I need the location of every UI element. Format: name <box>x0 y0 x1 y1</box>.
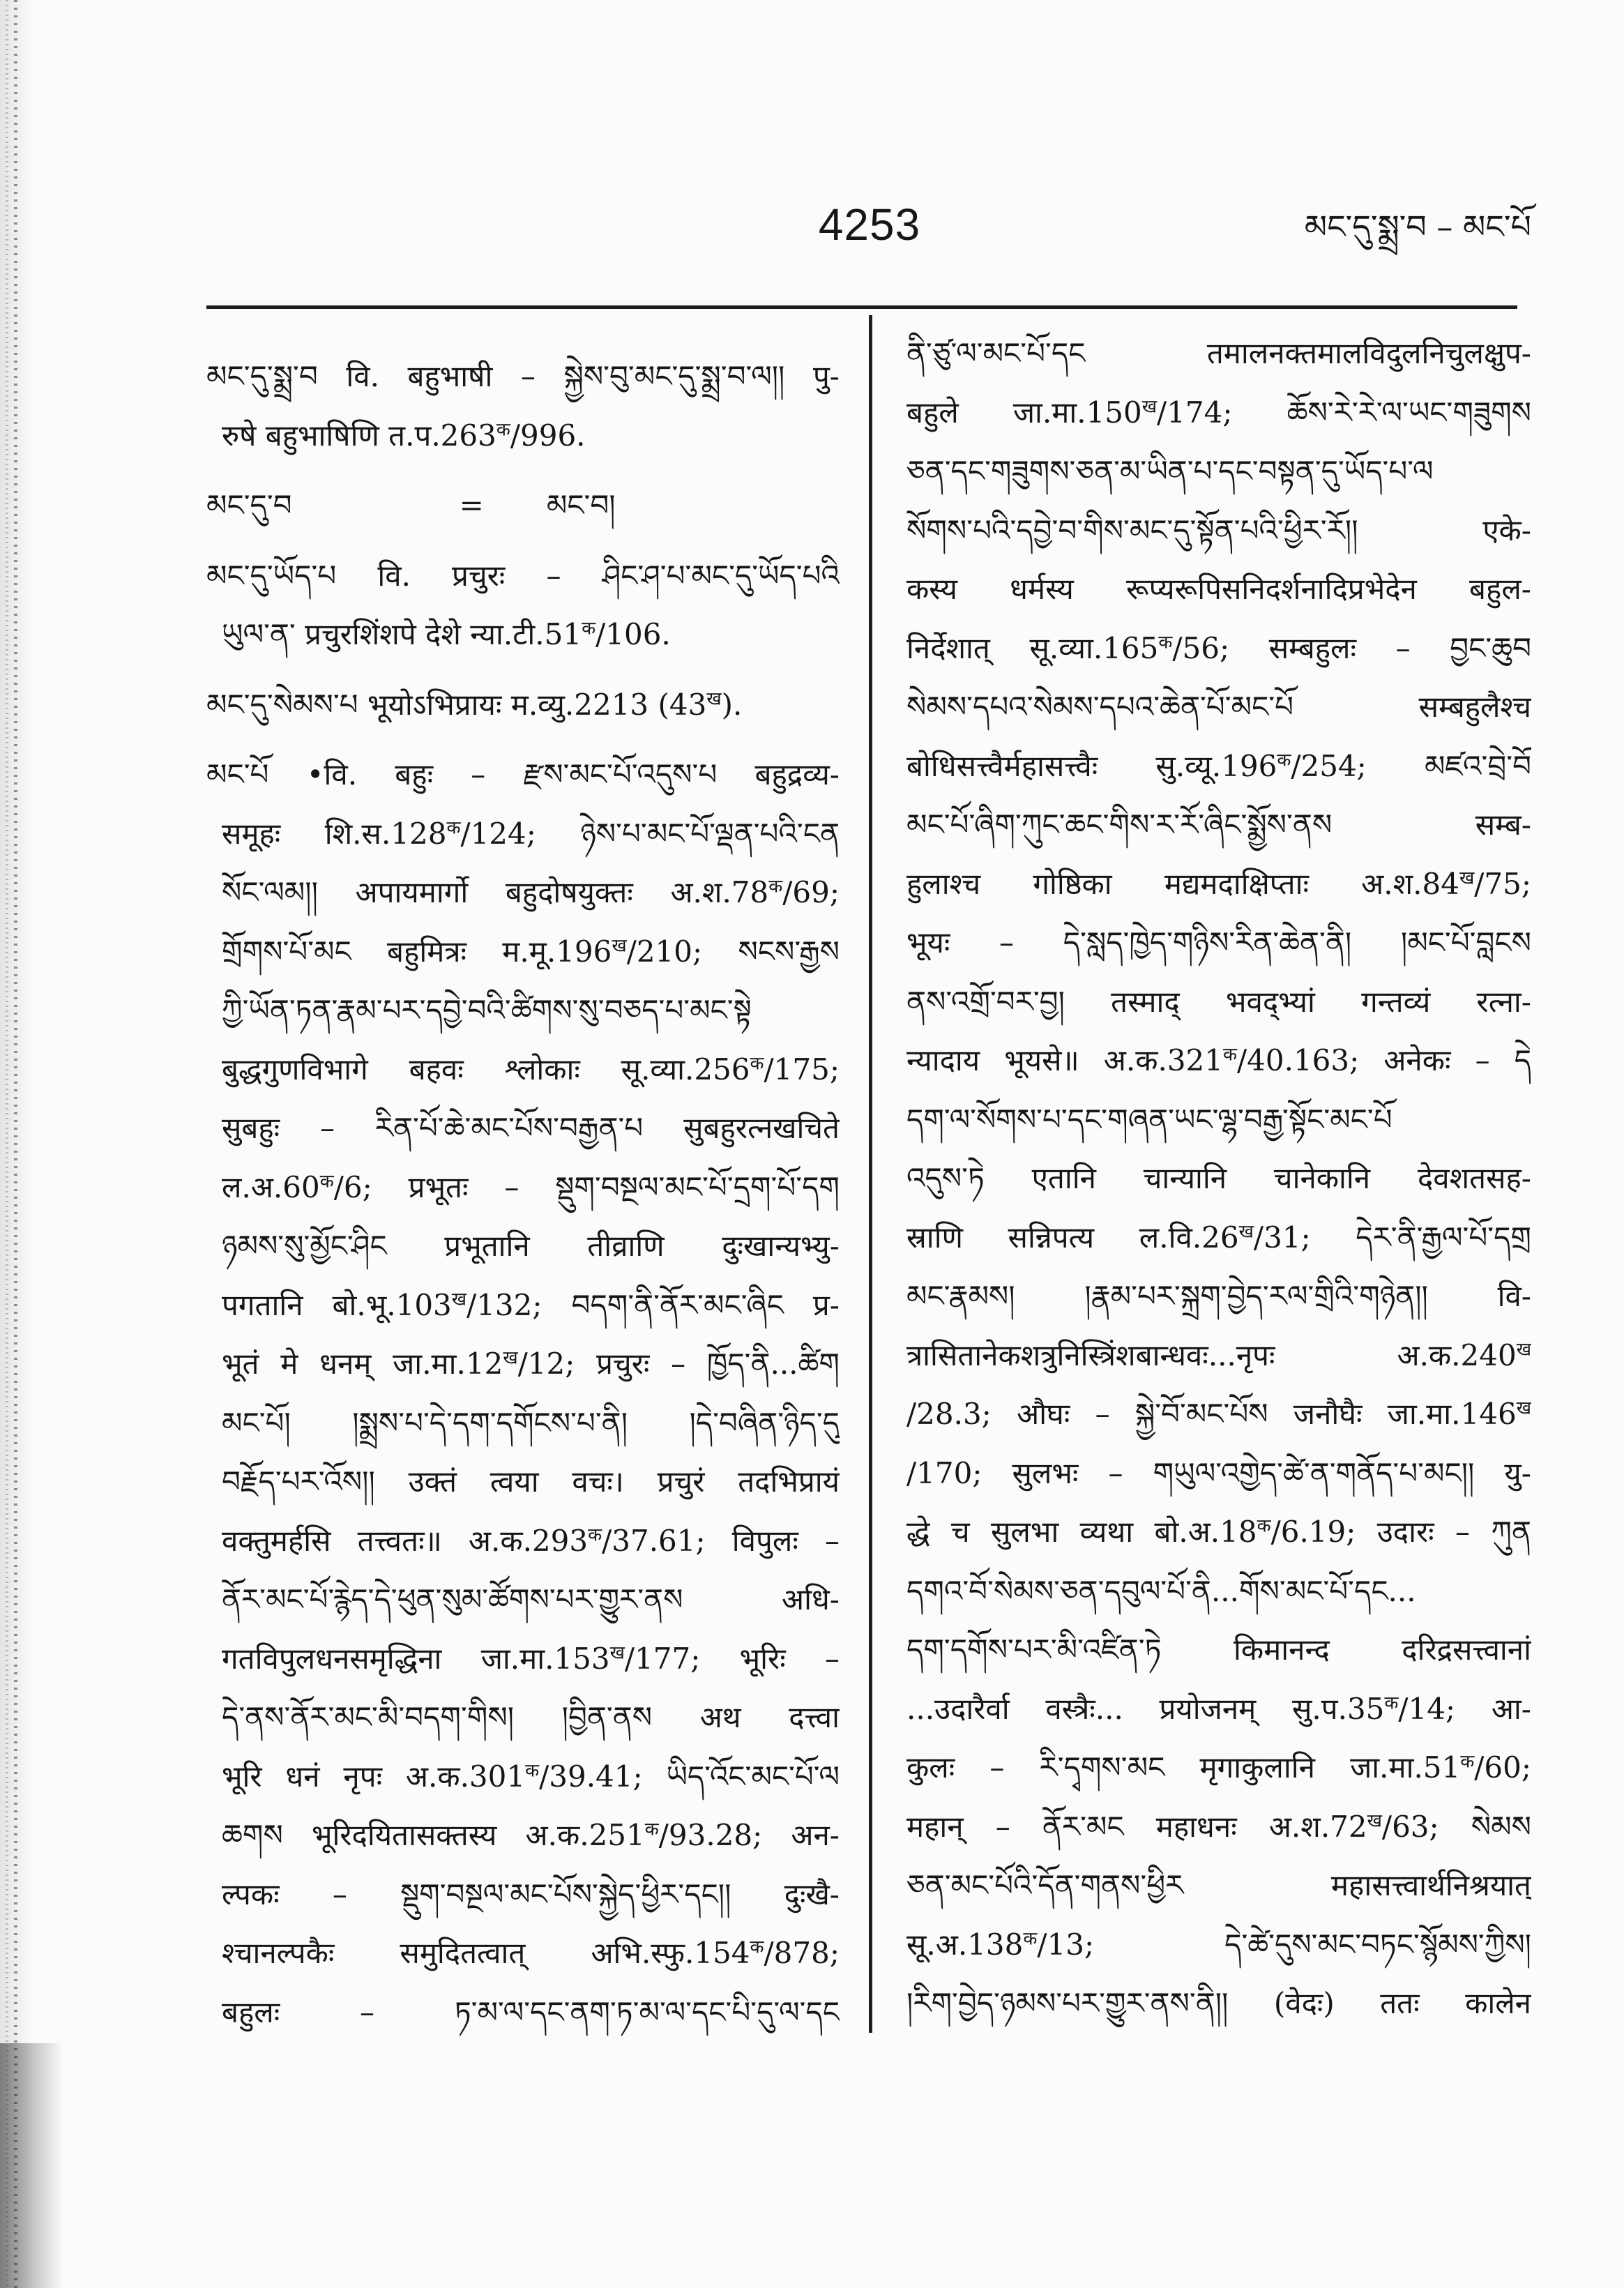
text-segment: श्चानल्पकैः समुदितत्वात् अभि.स्फु.154 <box>222 1936 750 1970</box>
dictionary-entry <box>206 676 840 735</box>
text-line <box>906 737 1531 796</box>
folio-superscript: ख <box>1516 1339 1531 1361</box>
text-line <box>906 973 1531 1032</box>
dictionary-entry <box>906 324 1531 2033</box>
text-line <box>906 678 1531 737</box>
text-line <box>906 1326 1531 1386</box>
text-segment: /60; <box>1474 1750 1531 1785</box>
text-segment: བརྗོད་པར་འོས།། उक्तं त्वया वचः। प्रचुरं तदभिप्रायं <box>222 1464 840 1499</box>
text-segment: /69; <box>782 875 840 909</box>
text-segment: མང་དུ་ཡོད་པ वि. प्रचुरः – ཤིང་ཤ་པ་མང་དུ་ཡོད་པའི <box>206 558 840 593</box>
text-line <box>906 1031 1531 1091</box>
text-line <box>906 1680 1531 1739</box>
text-line <box>206 745 840 805</box>
text-segment: /124; ཉེས་པ་མང་པོ་ལྡན་པའི་ངན <box>460 816 840 851</box>
folio-superscript: क <box>496 419 510 441</box>
folio-superscript: ख <box>1367 1810 1382 1832</box>
text-segment: /28.3; औघः – སྐྱེ་བོ་མང་པོས जनौघैः जा.मा.146 <box>906 1397 1517 1431</box>
folio-superscript: क <box>644 1819 659 1840</box>
text-segment: སོང་ལམ།། अपायमार्गो बहुदोषयुक्तः अ.श.78 <box>222 875 769 909</box>
folio-superscript: ख <box>1238 1221 1254 1243</box>
text-segment: /6; प्रभूतः – སྡུག་བསྔལ་མང་པོ་དྲག་པོ་དག <box>333 1169 840 1204</box>
text-segment: །རིག་བྱེད་ཉམས་པར་གྱུར་ནས་ནི།། (वेदः) ततः कालेन <box>906 1986 1531 2020</box>
text-segment: समूहः शि.स.128 <box>222 816 447 851</box>
text-segment: सू.अ.138 <box>906 1927 1024 1962</box>
text-line <box>906 619 1531 679</box>
text-line <box>206 1688 840 1748</box>
text-segment: གྲོགས་པོ་མང बहुमित्रः म.मू.196 <box>222 934 612 969</box>
text-line <box>906 501 1531 561</box>
text-segment: ནི་ཙུ་ལ་མང་པོ་དང तमालनक्तमालविदुलनिचुलक्षुप- <box>906 336 1531 370</box>
text-segment: མང་པོ། །སྨྲས་པ་དེ་དག་དགོངས་པ་ནི། །དེ་བཞིན་ཉིད་དུ <box>222 1405 840 1440</box>
text-line <box>206 1335 840 1394</box>
text-segment: འདུས་ཏེ एतानि चान्यानि चानेकानि देवशतसह- <box>906 1161 1531 1195</box>
text-segment: /210; སངས་རྒྱས <box>626 934 840 969</box>
text-segment: ཉམས་སུ་མྱོང་ཤིང प्रभूतानि तीव्राणि दुःखान्यभ्यु- <box>222 1229 840 1263</box>
text-line <box>906 855 1531 914</box>
page-number: 4253 <box>818 199 921 250</box>
text-segment: མང་རྣམས། །རྣམ་པར་སྐྲག་བྱེད་རལ་གྲིའི་གཉེན།། वि- <box>906 1279 1531 1313</box>
text-segment: /93.28; अन- <box>658 1818 840 1852</box>
text-line <box>906 914 1531 973</box>
text-segment: མང་པོ •वि. बहुः – རྫས་མང་པོ་འདུས་པ बहुद्रव्य- <box>206 757 840 791</box>
text-line <box>206 1983 840 2043</box>
folio-superscript: क <box>750 1937 764 1958</box>
text-segment: /14; आ- <box>1398 1691 1531 1726</box>
folio-superscript: क <box>525 1760 540 1782</box>
text-segment: /75; <box>1474 866 1531 901</box>
folio-superscript: क <box>1223 1044 1237 1066</box>
dictionary-entry <box>206 745 840 2042</box>
folio-superscript: क <box>1023 1928 1038 1950</box>
text-segment: མང་པོ་ཞིག་ཀུང་ཆང་གིས་ར་རོ་ཞིང་སྨྱོས་ནས सम्ब- <box>906 808 1531 842</box>
text-segment: /40.163; अनेकः – དེ <box>1237 1043 1531 1077</box>
dictionary-entry <box>206 547 840 665</box>
text-segment: /56; सम्बहुलः – བྱང་ཆུབ <box>1172 630 1531 665</box>
text-line <box>206 1276 840 1335</box>
folio-superscript: ख <box>451 1289 467 1310</box>
folio-superscript: क <box>768 876 783 897</box>
text-line <box>906 1503 1531 1562</box>
text-line <box>906 1562 1531 1621</box>
folio-superscript: क <box>1384 1692 1399 1714</box>
text-segment: མང་བ། <box>546 488 616 522</box>
text-segment: /996. <box>510 418 586 453</box>
text-line <box>206 547 840 606</box>
text-segment: स्राणि सन्निपत्य ल.वि.26 <box>906 1220 1239 1255</box>
text-segment: /31; དེར་ནི་རྒྱལ་པོ་དགྲ <box>1253 1220 1531 1255</box>
folio-superscript: क <box>1277 750 1291 771</box>
folio-superscript: ख <box>503 1347 518 1369</box>
text-segment: /13; དེ་ཚེ་དུས་མང་བཏང་སྙོམས་ཀྱིས། <box>1037 1927 1531 1962</box>
text-segment: भूरि धनं नृपः अ.क.301 <box>222 1759 526 1794</box>
text-line <box>906 1267 1531 1326</box>
text-line <box>906 1621 1531 1680</box>
text-line <box>906 384 1531 443</box>
text-segment: སེམས་དཔའ་སེམས་དཔའ་ཆེན་པོ་མང་པོ सम्बहुलैश्च <box>906 690 1531 724</box>
text-segment: पगतानि बो.भू.103 <box>222 1287 452 1322</box>
text-segment: बोधिसत्त्वैर्महासत्त्वैः सु.व्यू.196 <box>906 748 1277 783</box>
text-line <box>906 796 1531 855</box>
text-segment: ཅན་མང་པོའི་དོན་གནས་ཕྱིར महासत्त्वार्थनिश्रयात् <box>906 1868 1531 1902</box>
folio-superscript: ख <box>1459 868 1475 889</box>
text-line <box>906 1149 1531 1209</box>
folio-superscript: क <box>750 1053 764 1075</box>
text-line <box>906 1856 1531 1916</box>
folio-superscript: क <box>446 817 461 839</box>
folio-superscript: ख <box>706 688 722 710</box>
text-line <box>206 1865 840 1925</box>
text-segment: गतविपुलधनसमृद्धिना जा.मा.153 <box>222 1641 610 1676</box>
text-line <box>906 1916 1531 1975</box>
text-line <box>206 1748 840 1807</box>
text-segment: ཡུལ་ན་ प्रचुरशिंशपे देशे न्या.टी.51 <box>222 617 582 651</box>
text-segment: न्यादाय भूयसे॥ अ.क.321 <box>906 1043 1223 1077</box>
right-column <box>906 324 1531 2033</box>
text-line <box>206 1453 840 1512</box>
text-segment: भूयः – དེ་སླད་ཁྱེད་གཉིས་རིན་ཆེན་ནི། །མང་པོ་བླངས <box>906 925 1531 960</box>
text-segment: /37.61; विपुलः – <box>602 1523 840 1558</box>
folio-superscript: ख <box>1516 1397 1531 1419</box>
text-segment: ल.अ.60 <box>222 1169 320 1204</box>
text-segment: /177; भूरिः – <box>624 1641 840 1676</box>
text-segment: /106. <box>595 617 671 651</box>
text-segment: /175; <box>764 1052 840 1086</box>
text-segment: དག་དགོས་པར་མི་འཛིན་ཏེ किमानन्द दरिद्रसत्त्वानां <box>906 1632 1531 1667</box>
scan-edge-shadow <box>0 0 33 2288</box>
text-segment: /878; <box>764 1936 840 1970</box>
text-segment: सुबहुः – རིན་པོ་ཆེ་མང་པོས་བརྒྱན་པ सुबहुरत्नखचिते <box>222 1111 840 1145</box>
text-segment: बहुले जा.मा.150 <box>906 395 1142 430</box>
scan-corner-shadow <box>0 2043 63 2288</box>
text-segment: कुलः – རི་དྭགས་མང मृगाकुलानि जा.मा.51 <box>906 1750 1461 1785</box>
text-line <box>906 442 1531 501</box>
text-line <box>206 1806 840 1865</box>
text-segment: ཀྱི་ཡོན་ཏན་རྣམ་པར་དབྱེ་བའི་ཚིགས་སུ་བཅད་པ་མང་སྟེ <box>222 993 752 1027</box>
text-line <box>206 1040 840 1100</box>
text-segment: ནོར་མང་པོ་རྙེད་དེ་ཕུན་སུམ་ཚོགས་པར་གྱུར་ནས अधि- <box>222 1582 840 1616</box>
text-segment: མང་དུ་བ <box>206 488 292 522</box>
text-segment: ཅན་དང་གཟུགས་ཅན་མ་ཡིན་པ་དང་བསྟན་དུ་ཡོད་པ་ལ <box>906 454 1434 488</box>
text-line <box>206 1099 840 1158</box>
text-segment: སོགས་པའི་དབྱེ་བ་གིས་མང་དུ་སྟོན་པའི་ཕྱིར་རོ།། एके- <box>906 513 1531 547</box>
text-segment: निर्देशात् सू.व्या.165 <box>906 630 1159 665</box>
text-segment: कस्य धर्मस्य रूप्यरूपिसनिदर्शनादिप्रभेदेन बहुल- <box>906 572 1531 606</box>
text-segment: ནས་འགྲོ་བར་བྱ། तस्माद् भवद्भ्यां गन्तव्यं रत्ना- <box>906 984 1531 1019</box>
text-line <box>206 1570 840 1630</box>
text-line <box>906 1738 1531 1798</box>
text-segment: མང་དུ་སྨྲ་བ वि. बहुभाषी – སྐྱེས་བུ་མང་དུ་སྨྲ་བ་ལ།། पु- <box>206 359 840 393</box>
folio-superscript: क <box>588 1524 602 1546</box>
text-line <box>906 324 1531 384</box>
folio-superscript: क <box>1460 1751 1475 1773</box>
text-segment: དགའ་བོ་སེམས་ཅན་དབུལ་པོ་ནི...གོས་མང་པོ་དང... <box>906 1573 1416 1608</box>
text-segment: रुषे बहुभाषिणि त.प.263 <box>222 418 496 453</box>
folio-superscript: क <box>582 618 596 639</box>
text-line <box>206 981 840 1040</box>
text-segment: /39.41; ཡིད་འོང་མང་པོ་ལ <box>539 1759 840 1794</box>
text-line <box>206 923 840 982</box>
text-line <box>206 676 840 735</box>
header-rule <box>206 305 1517 309</box>
text-segment: ཆགས भूरिदयितासक्तस्य अ.क.251 <box>222 1818 645 1852</box>
text-segment: हुलाश्च गोष्ठिका मद्यमदाक्षिप्ताः अ.श.84 <box>906 866 1459 901</box>
text-segment: ...उदारैर्वा वस्त्रैः... प्रयोजनम् सु.प.35 <box>906 1691 1385 1726</box>
text-line <box>206 407 840 466</box>
text-line <box>906 560 1531 619</box>
folio-superscript: क <box>1257 1515 1271 1537</box>
folio-superscript: ख <box>612 935 627 957</box>
text-segment: भूतं मे धनम् जा.मा.12 <box>222 1347 503 1381</box>
text-segment: बहुलः – ཏ་མ་ལ་དང་ནག་ཏ་མ་ལ་དང་པི་དུ་ལ་དང <box>222 1994 840 2029</box>
text-line <box>206 1512 840 1571</box>
column-divider <box>869 315 872 2033</box>
text-line <box>206 863 840 923</box>
text-line <box>906 1385 1531 1444</box>
text-line <box>906 1209 1531 1268</box>
text-segment: /12; प्रचुरः – ཁྱོད་ནི...ཚིག <box>517 1347 840 1381</box>
text-segment: /254; མཛའ་བྲེ་བོ <box>1291 748 1531 783</box>
text-segment: ल्पकः – སྡུག་བསྔལ་མང་པོས་སྐྱེད་ཕྱིར་དང།། दुःखै- <box>222 1877 840 1911</box>
text-segment: वक्तुमर्हसि तत्त्वतः॥ अ.क.293 <box>222 1523 589 1558</box>
text-line <box>906 1974 1531 2033</box>
text-segment: /170; सुलभः – གཡུལ་འགྱེད་ཚེ་ན་གནོད་པ་མང།། यु- <box>906 1455 1531 1490</box>
dictionary-entry <box>206 347 840 465</box>
text-segment: /174; ཆོས་རེ་རེ་ལ་ཡང་གཟུགས <box>1157 395 1531 430</box>
text-line <box>206 1924 840 1983</box>
text-segment: /132; བདག་ནི་ནོར་མང་ཞིང प्र- <box>466 1287 840 1322</box>
dictionary-entry <box>206 476 840 536</box>
folio-superscript: ख <box>1141 396 1158 418</box>
text-segment: द्धे च सुलभा व्यथा बो.अ.18 <box>906 1515 1257 1549</box>
text-segment: महान् – ནོར་མང महाधनः अ.श.72 <box>906 1809 1367 1844</box>
left-column <box>206 347 840 2042</box>
text-line <box>206 605 840 665</box>
text-segment: = <box>459 488 484 522</box>
text-line <box>206 1217 840 1276</box>
text-line <box>206 1394 840 1453</box>
text-segment: बुद्धगुणविभागे बहवः श्लोकाः सू.व्या.256 <box>222 1052 750 1086</box>
text-line <box>206 347 840 407</box>
text-segment: /63; སེམས <box>1381 1809 1531 1844</box>
text-line <box>906 1444 1531 1503</box>
text-line <box>206 805 840 864</box>
text-line <box>206 1158 840 1218</box>
folio-superscript: क <box>1158 632 1173 653</box>
text-segment: त्रासितानेकशत्रुनिस्त्रिंशबान्धवः...नृपः अ.क.240 <box>906 1338 1517 1372</box>
text-segment: ). <box>721 687 743 722</box>
folio-superscript: ख <box>609 1642 625 1664</box>
text-line <box>906 1798 1531 1857</box>
text-segment: དག་ལ་སོགས་པ་དང་གཞན་ཡང་ལྷ་བརྒྱ་སྟོང་མང་པོ <box>906 1102 1392 1137</box>
text-segment: དེ་ནས་ནོར་མང་མི་བདག་གིས། །བྱིན་ནས अथ दत्त्वा <box>222 1700 840 1734</box>
running-head: མང་དུ་སྨྲ་བ – མང་པོ <box>1304 208 1531 245</box>
text-line <box>206 1630 840 1689</box>
text-segment: མང་དུ་སེམས་པ भूयोऽभिप्रायः म.व्यु.2213 (43 <box>206 687 707 722</box>
text-line <box>206 476 840 536</box>
text-line <box>906 1091 1531 1150</box>
text-segment: /6.19; उदारः – ཀུན <box>1270 1515 1531 1549</box>
folio-superscript: क <box>319 1171 334 1192</box>
